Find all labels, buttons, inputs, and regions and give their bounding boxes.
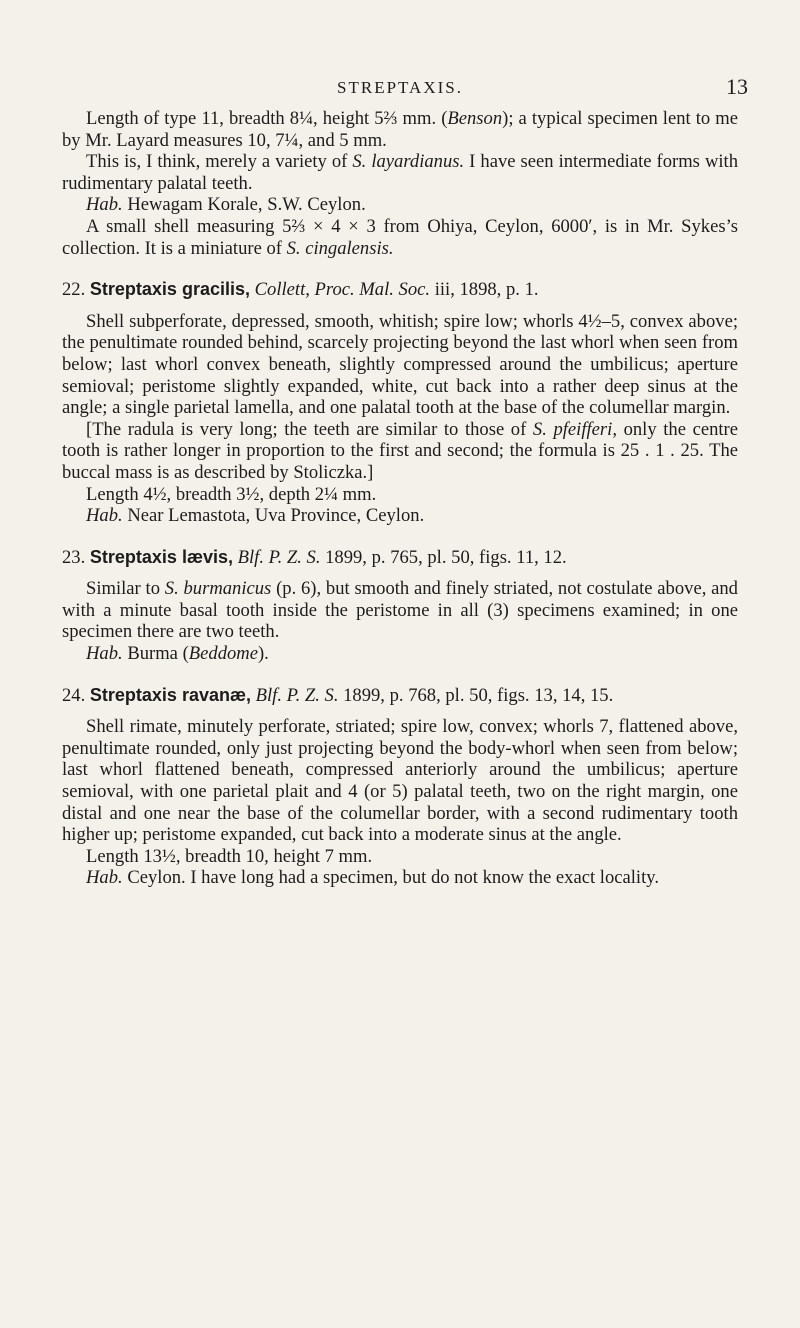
paragraph (62, 194, 738, 216)
italic-text: S. burmanicus (164, 578, 272, 600)
species-number: 22. (62, 279, 86, 301)
species-reference: 1899, p. 768, pl. 50, figs. 13, 14, 15. (338, 684, 614, 706)
species-authority: Blf. P. Z. S. (255, 684, 339, 706)
italic-text: S. cingalensis. (286, 237, 394, 259)
species-authority: Collett, Proc. Mal. Soc. (254, 279, 431, 301)
italic-text: S. layardianus. (352, 151, 465, 173)
species-reference: 1899, p. 765, pl. 50, figs. 11, 12. (320, 546, 567, 568)
text-run: A small shell measuring 5⅔ × 4 × 3 from Ohiya, Ceylon, 6000′, is in Mr. Sykes’s collection. It is a miniature of (62, 215, 738, 259)
italic-text: Hab. (86, 643, 123, 665)
paragraph (62, 484, 738, 506)
text-run: Length 4½, breadth 3½, depth 2¼ mm. (86, 483, 377, 505)
text-run: Length of type 11, breadth 8¼, height 5⅔ mm. ( (86, 108, 448, 129)
species-name: Streptaxis ravanæ, (89, 684, 251, 705)
paragraph (62, 505, 738, 527)
text-run: I have seen intermediate forms with rudimentary palatal teeth. (62, 151, 738, 194)
text-run: [The radula is very long; the teeth are similar to those of (86, 418, 533, 440)
italic-text: Benson (447, 108, 503, 129)
text-run: (p. 6), but smooth and finely striated, not costulate above, and with a minute basal tooth inside the peristome in all (3) specimens examined; in one specimen there are two teeth. (62, 578, 738, 643)
species-authority: Blf. P. Z. S. (237, 546, 321, 568)
species-number: 24. (62, 684, 86, 706)
species-heading (62, 685, 738, 707)
paragraph (62, 419, 738, 484)
species-name: Streptaxis lævis, (89, 546, 233, 567)
text-run: Hewagam Korale, S.W. Ceylon. (122, 194, 366, 216)
text-run: Burma ( (122, 643, 189, 665)
paragraph (62, 108, 738, 151)
text-run: ). (257, 643, 269, 665)
italic-text: Beddome (188, 643, 258, 665)
italic-text: Hab. (86, 194, 123, 216)
paragraph (62, 578, 738, 643)
text-run: only the centre tooth is rather longer in proportion to the first and second; the formula is 25 . 1 . 25. The buccal mass is as described by Stoliczka.] (62, 418, 738, 483)
paragraph (62, 151, 738, 194)
text-run: Length 13½, breadth 10, height 7 mm. (86, 845, 373, 867)
paragraph (62, 216, 738, 259)
italic-text: S. pfeifferi, (532, 418, 617, 440)
species-heading (62, 547, 738, 569)
running-head: STREPTAXIS. (337, 78, 463, 97)
text-run: Near Lemastota, Uva Province, Ceylon. (122, 505, 425, 527)
text-run: Shell rimate, minutely perforate, striated; spire low, convex; whorls 7, flattened above, penultimate rounded, only just projecting beyond the body-whorl when seen from below; last whorl flattened beneath, compressed anteriorly around the umbilicus; aperture semioval, with one parietal plait and 4 (or 5) palatal teeth, two on the right margin, one distal and one near the base of the columellar border, with a second rudimentary tooth higher up; peristome expanded, cut back into a moderate sinus at the angle. (62, 716, 738, 846)
species-name: Streptaxis gracilis, (89, 279, 250, 300)
text-run: This is, I think, merely a variety of (86, 151, 353, 173)
species-heading (62, 279, 738, 301)
species-reference: iii, 1898, p. 1. (430, 279, 539, 301)
species-number: 23. (62, 546, 86, 568)
text-run: Similar to (86, 578, 165, 600)
paragraph (62, 846, 738, 868)
text-run: Shell subperforate, depressed, smooth, whitish; spire low; whorls 4½–5, convex above; the penultimate rounded behind, scarcely projecting beyond the last whorl when seen from below; last whorl convex beneath, slightly compressed around the umbilicus; aperture semioval; peristome slightly expanded, white, cut back into a rather deep sinus at the angle; a single parietal lamella, and one palatal tooth at the base of the columellar margin. (62, 310, 738, 419)
paragraph (62, 716, 738, 846)
body-text (62, 108, 738, 889)
paragraph (62, 643, 738, 665)
paragraph (62, 867, 738, 889)
text-run: Ceylon. I have long had a specimen, but do not know the exact locality. (122, 867, 659, 889)
italic-text: Hab. (86, 505, 123, 527)
page-number: 13 (726, 74, 748, 99)
italic-text: Hab. (86, 867, 123, 889)
paragraph (62, 311, 738, 419)
text-run: ); a typical specimen lent to me by Mr. Layard measures 10, 7¼, and 5 mm. (62, 108, 738, 151)
